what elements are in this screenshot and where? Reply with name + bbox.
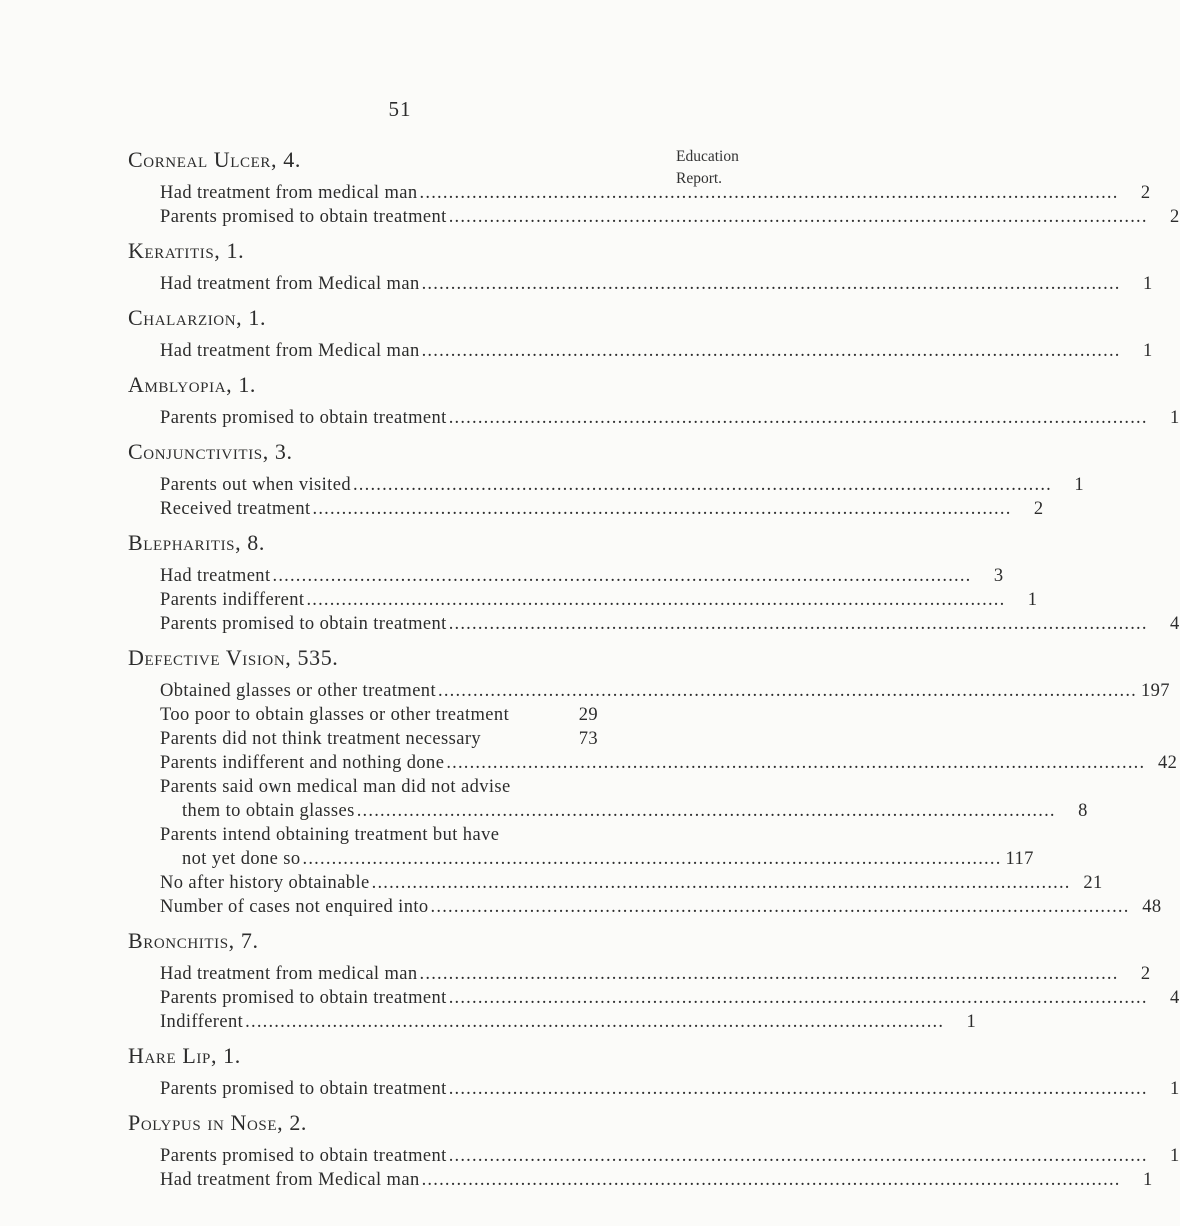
table-row [128, 1010, 977, 1034]
table-row [128, 181, 1151, 205]
section [128, 530, 1180, 636]
leader-dots: ........................................................................................................................ [448, 408, 1148, 428]
leader-dots: ........................................................................................................................ [430, 897, 1130, 917]
section-heading: Blepharitis, 8. [128, 530, 266, 555]
table-row [128, 473, 1084, 497]
row-label: Had treatment from medical man [160, 183, 418, 203]
row-value: 1 [1142, 274, 1153, 294]
table-row [128, 272, 1153, 296]
row-value: 42 [1158, 753, 1178, 773]
table-row [128, 588, 1038, 612]
row-value: 1 [1074, 475, 1084, 495]
leader-dots: ........................................................................................................................ [352, 475, 1052, 495]
leader-dots: ........................................................................................................................ [356, 801, 1056, 821]
leader-dots: ........................................................................................................................ [306, 590, 1006, 610]
table-row [128, 799, 1088, 823]
section [128, 1110, 1180, 1192]
section [128, 372, 1180, 430]
row-value: 1 [1170, 1079, 1180, 1099]
row-label: Indifferent [160, 1012, 244, 1032]
table-row [128, 1144, 1180, 1168]
table-row [128, 703, 598, 727]
page-number: 51 [388, 97, 412, 121]
row-value: 2 [1170, 207, 1180, 227]
section-heading: Defective Vision, 535. [128, 645, 339, 670]
row-label: Parents indifferent and nothing done [160, 753, 445, 773]
leader-dots: ........................................................................................................................ [245, 1012, 945, 1032]
row-value: 1 [1142, 341, 1153, 361]
row-value: 1 [1170, 1146, 1180, 1166]
section [128, 238, 1153, 296]
section-heading: Hare Lip, 1. [128, 1043, 241, 1068]
row-label: Parents intend obtaining treatment but have [160, 825, 500, 845]
section-heading: Amblyopia, 1. [128, 372, 257, 397]
leader-dots: ........................................................................................................................ [448, 988, 1148, 1008]
row-value: 29 [578, 705, 598, 725]
row-label: Obtained glasses or other treatment [160, 681, 436, 701]
row-label: Parents promised to obtain treatment [160, 408, 447, 428]
table-row [128, 339, 1153, 363]
row-value: 48 [1142, 897, 1162, 917]
row-label: Had treatment [160, 566, 271, 586]
section [128, 439, 1084, 521]
section [128, 928, 1180, 1034]
row-label: Parents promised to obtain treatment [160, 1146, 447, 1166]
row-label: Had treatment from Medical man [160, 1170, 420, 1190]
table-row [128, 895, 1162, 919]
row-label: Parents indifferent [160, 590, 305, 610]
row-value: 4 [1170, 988, 1180, 1008]
leader-dots: ........................................................................................................................ [419, 964, 1119, 984]
table-row [128, 1168, 1153, 1192]
row-label: Parents promised to obtain treatment [160, 988, 447, 1008]
row-label: not yet done so [182, 849, 301, 869]
table-row [128, 205, 1180, 229]
leader-dots: ........................................................................................................................ [448, 207, 1148, 227]
leader-dots: ........................................................................................................................ [448, 614, 1148, 634]
row-value: 8 [1078, 801, 1088, 821]
row-value: 2 [1033, 499, 1044, 519]
margin-note-line: Education [676, 148, 739, 165]
row-value: 117 [1005, 849, 1034, 869]
leader-dots: ........................................................................................................................ [312, 499, 1012, 519]
row-label: Number of cases not enquired into [160, 897, 429, 917]
margin-note-line: Report. [676, 170, 723, 187]
section [128, 1043, 1180, 1101]
row-label: Parents said own medical man did not advise [160, 777, 511, 797]
section [128, 645, 1178, 919]
leader-dots: ........................................................................................................................ [438, 681, 1137, 701]
table-row [128, 406, 1180, 430]
section-heading: Chalarzion, 1. [128, 305, 267, 330]
table-row [128, 679, 1170, 703]
row-value: 1 [966, 1012, 977, 1032]
table-row [128, 775, 598, 799]
leader-dots: ........................................................................................................................ [302, 849, 1002, 869]
leader-dots: ........................................................................................................................ [421, 1170, 1121, 1190]
table-row [128, 871, 1103, 895]
leader-dots: ........................................................................................................................ [371, 873, 1071, 893]
row-label: Parents promised to obtain treatment [160, 1079, 447, 1099]
row-label: Too poor to obtain glasses or other treatment [160, 705, 510, 725]
table-row [128, 727, 598, 751]
leader-dots: ........................................................................................................................ [272, 566, 972, 586]
row-label: Had treatment from Medical man [160, 274, 420, 294]
table-row [128, 962, 1151, 986]
row-value: 3 [993, 566, 1004, 586]
leader-dots: ........................................................................................................................ [421, 341, 1121, 361]
leader-dots: ........................................................................................................................ [419, 183, 1119, 203]
row-label: Parents promised to obtain treatment [160, 207, 447, 227]
row-label: Parents did not think treatment necessary [160, 729, 482, 749]
section-heading: Conjunctivitis, 3. [128, 439, 293, 464]
table-row [128, 751, 1178, 775]
section [128, 305, 1153, 363]
row-value: 197 [1141, 681, 1170, 701]
section-heading: Bronchitis, 7. [128, 928, 259, 953]
row-label: Received treatment [160, 499, 311, 519]
row-value: 1 [1170, 408, 1180, 428]
table-row [128, 823, 598, 847]
table-row [128, 564, 1004, 588]
row-value: 1 [1142, 1170, 1153, 1190]
table-row [128, 986, 1180, 1010]
row-value: 4 [1170, 614, 1180, 634]
row-label: No after history obtainable [160, 873, 370, 893]
table-row [128, 847, 1034, 871]
section-heading: Corneal Ulcer, 4. [128, 147, 301, 172]
section-heading: Polypus in Nose, 2. [128, 1110, 308, 1135]
row-value: 1 [1027, 590, 1038, 610]
leader-dots: ........................................................................................................................ [421, 274, 1121, 294]
table-row [128, 1077, 1180, 1101]
leader-dots: ........................................................................................................................ [448, 1079, 1148, 1099]
row-label: Had treatment from Medical man [160, 341, 420, 361]
table-row [128, 612, 1180, 636]
section-heading: Keratitis, 1. [128, 238, 245, 263]
row-value: 21 [1083, 873, 1103, 893]
table-row [128, 497, 1044, 521]
leader-dots: ........................................................................................................................ [448, 1146, 1148, 1166]
row-label: Parents out when visited [160, 475, 351, 495]
row-label: Parents promised to obtain treatment [160, 614, 447, 634]
row-label: Had treatment from medical man [160, 964, 418, 984]
row-label: them to obtain glasses [182, 801, 355, 821]
row-value: 2 [1140, 183, 1151, 203]
row-value: 2 [1140, 964, 1151, 984]
leader-dots: ........................................................................................................................ [446, 753, 1146, 773]
row-value: 73 [578, 729, 598, 749]
